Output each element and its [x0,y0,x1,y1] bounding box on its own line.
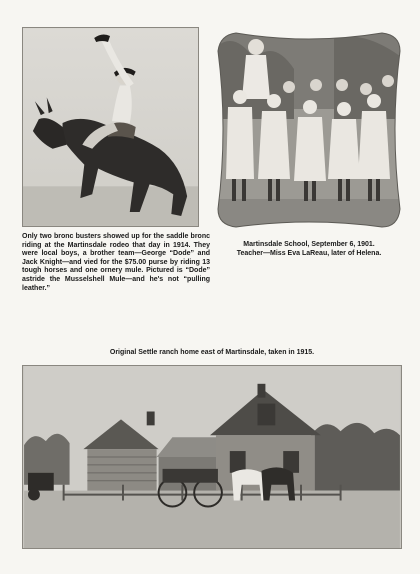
bronc-rider-photo [22,27,199,227]
ranch-home-photo [22,365,402,549]
bronc-photo-caption: Only two bronc busters showed up for the saddle bronc riding at the Martinsdale rodeo that day in 1914. They were local boys, a brother team—George “Dode” and Jack Knight—and vied for the $75.00 purse by riding 13 tough horses and one ornery mule. Pictured is “Dode” astride the Musselshell Mule—and he's not “pulling leather.” [22,233,210,292]
bronc-rider-illustration [23,28,198,226]
ranch-home-illustration [23,366,401,548]
school-caption-line-2: Teacher—Miss Eva LaReau, later of Helena. [236,249,382,257]
school-photo-caption [214,241,404,258]
school-caption-line-1: Martinsdale School, September 6, 1901. [243,241,375,248]
school-class-photo [214,29,404,231]
school-class-illustration [214,29,404,231]
ranch-photo-caption: Original Settle ranch home east of Martinsdale, taken in 1915. [109,349,315,356]
